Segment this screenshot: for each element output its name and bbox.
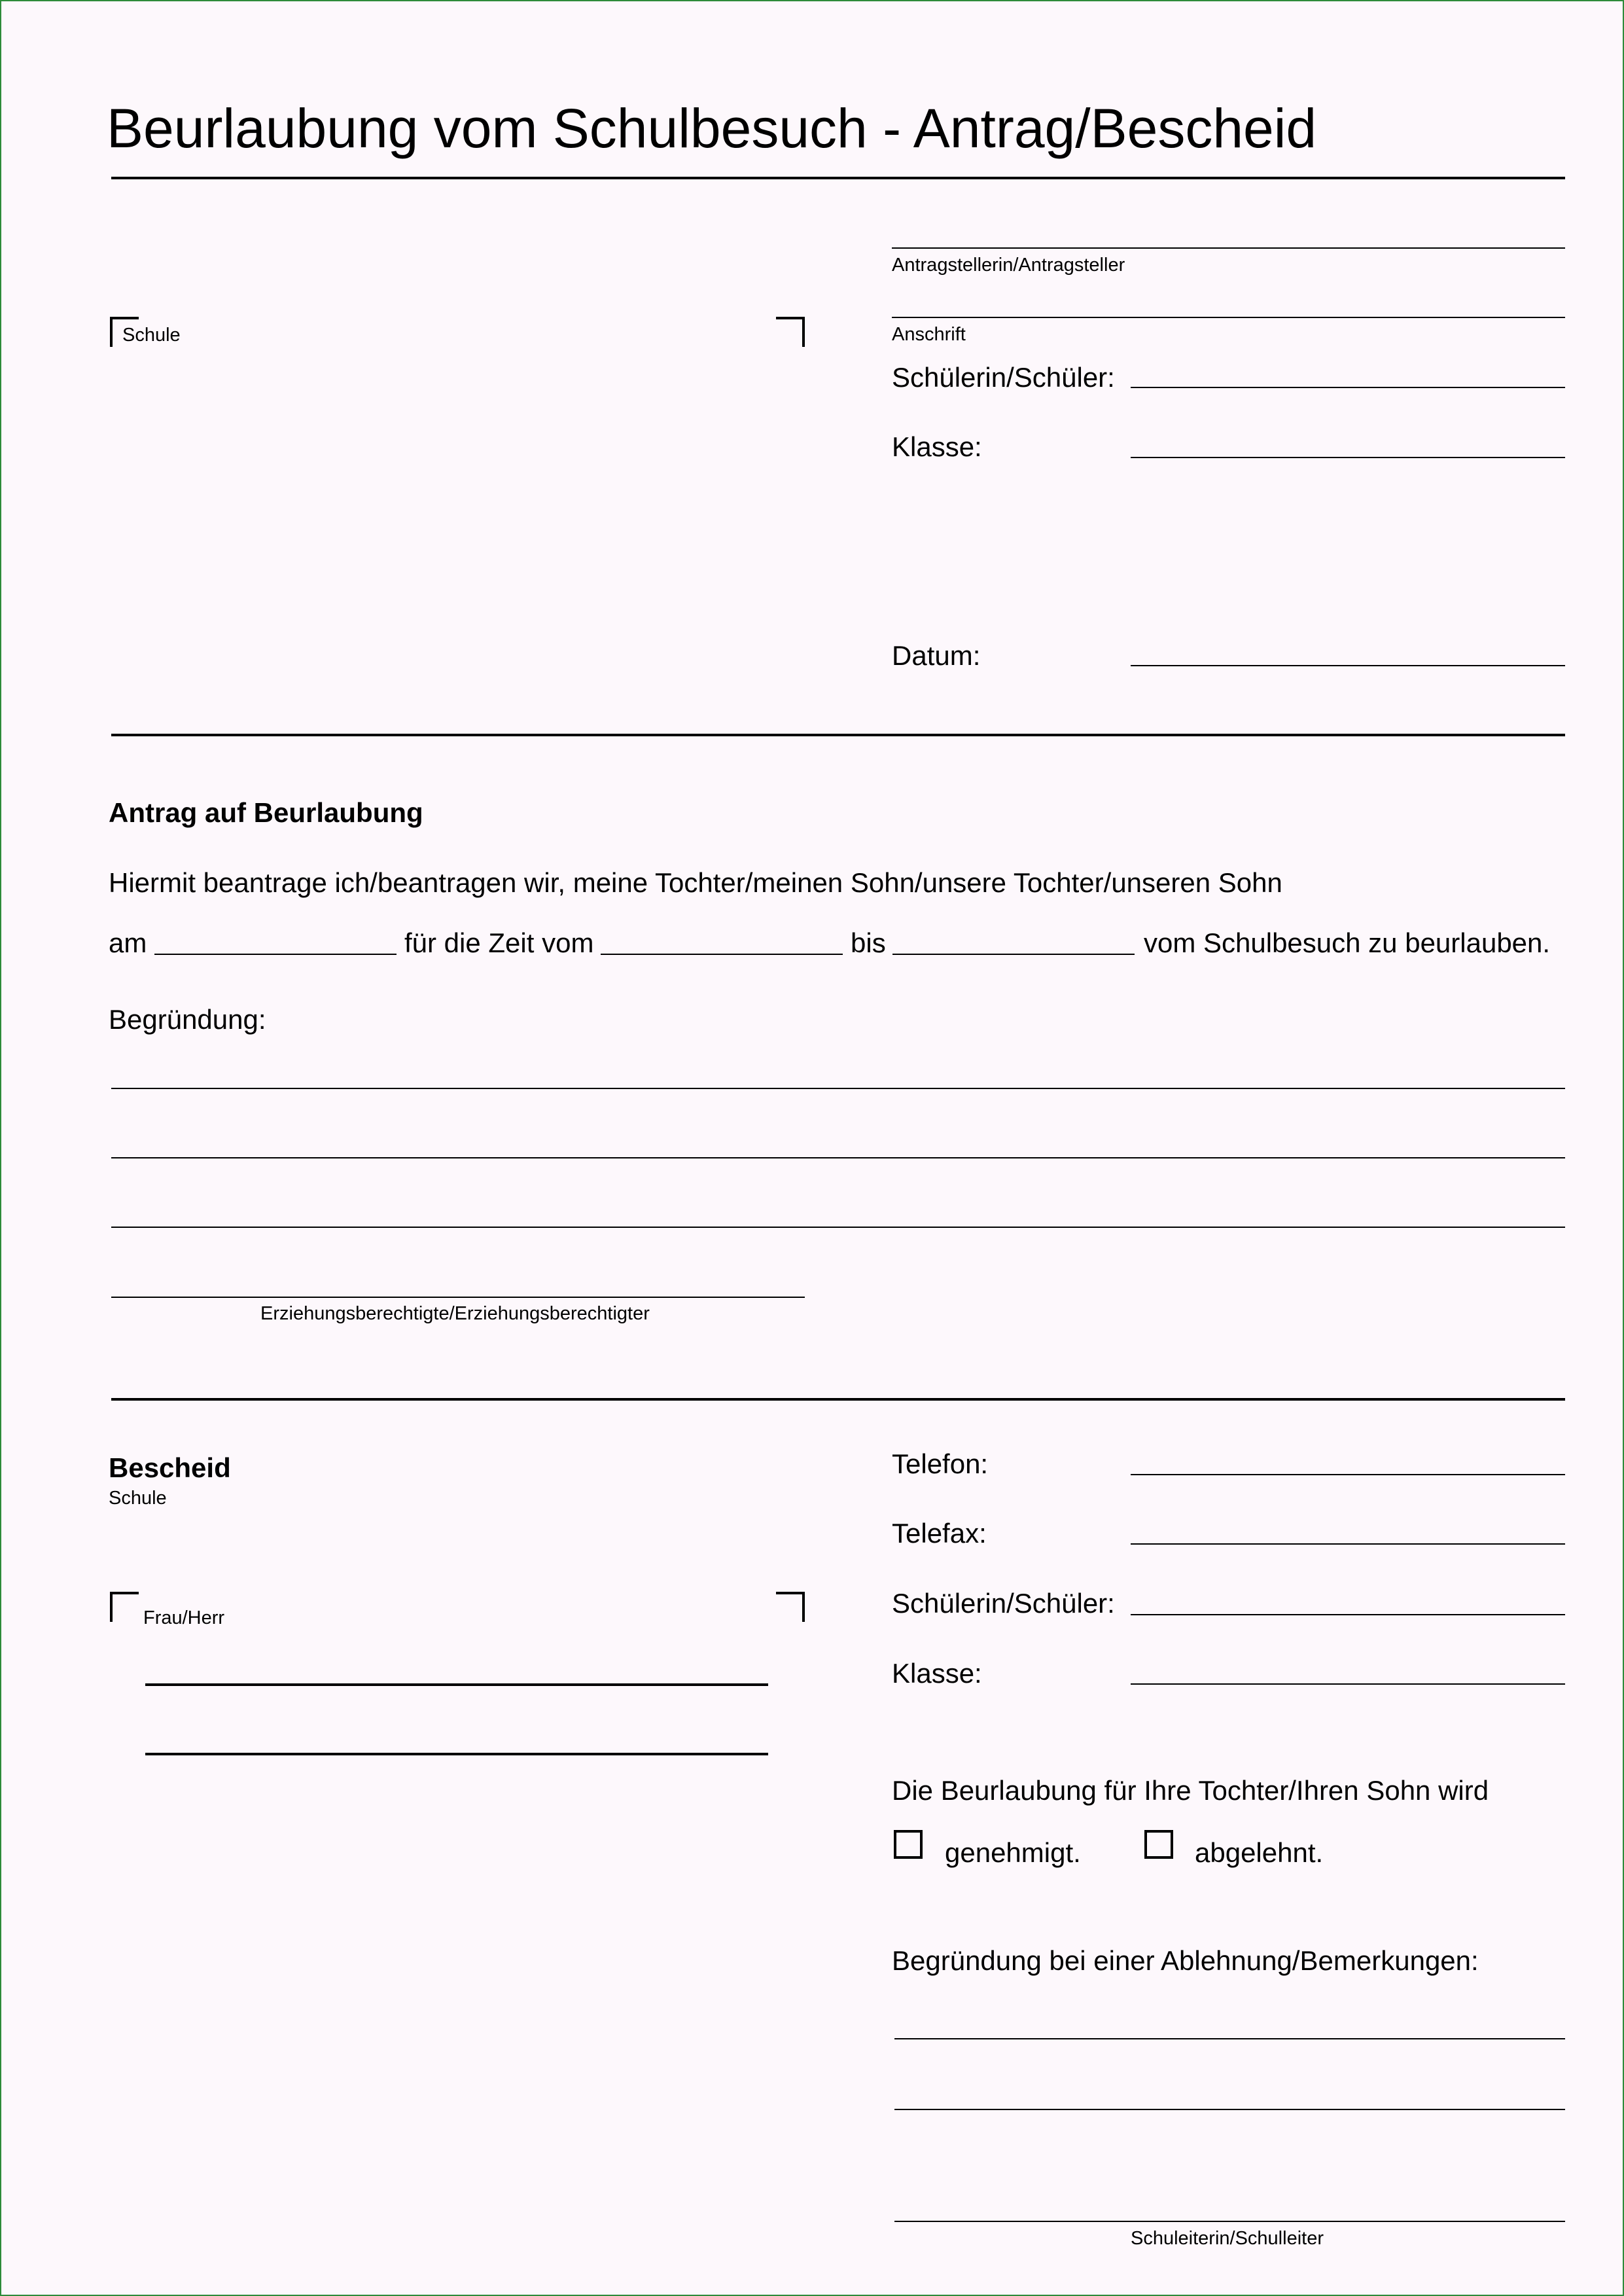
title-rule xyxy=(111,177,1565,179)
applicant-label: Antragstellerin/Antragsteller xyxy=(892,255,1125,276)
decision-class-field[interactable] xyxy=(1131,1683,1565,1685)
phone-label: Telefon: xyxy=(892,1448,989,1479)
address-window-corner-right xyxy=(776,317,805,347)
application-until: bis xyxy=(851,927,886,958)
class-label: Klasse: xyxy=(892,431,982,462)
application-sentence: Hiermit beantrage ich/beantragen wir, meine Tochter/meinen Sohn/unsere Tochter/unseren Sohn xyxy=(109,867,1282,898)
address-label: Anschrift xyxy=(892,324,966,345)
reason-line-1[interactable] xyxy=(111,1088,1565,1089)
period-from-field[interactable] xyxy=(601,954,843,955)
recipient-window-corner-right xyxy=(776,1592,805,1622)
approved-label: genehmigt. xyxy=(945,1837,1081,1868)
principal-label: Schuleiterin/Schulleiter xyxy=(1131,2228,1324,2249)
remarks-line-1[interactable] xyxy=(894,2038,1565,2039)
reason-line-2[interactable] xyxy=(111,1157,1565,1158)
guardian-signature-line[interactable] xyxy=(111,1297,805,1298)
school-label: Schule xyxy=(122,325,181,346)
remarks-line-2[interactable] xyxy=(894,2109,1565,2110)
date-label: Datum: xyxy=(892,640,981,671)
application-period-from: für die Zeit vom xyxy=(404,927,594,958)
applicant-line[interactable] xyxy=(892,247,1565,249)
section-divider-2 xyxy=(111,1398,1565,1401)
decision-class-label: Klasse: xyxy=(892,1658,982,1689)
fax-field[interactable] xyxy=(1131,1543,1565,1545)
date-field[interactable] xyxy=(1131,665,1565,666)
page-title: Beurlaubung vom Schulbesuch - Antrag/Bescheid xyxy=(107,98,1317,159)
student-label: Schülerin/Schüler: xyxy=(892,362,1115,393)
date-am-field[interactable] xyxy=(154,954,397,955)
recipient-line-1[interactable] xyxy=(145,1683,768,1686)
reason-label: Begründung: xyxy=(109,1004,266,1035)
decision-heading: Bescheid xyxy=(109,1452,231,1483)
recipient-line-2[interactable] xyxy=(145,1753,768,1755)
application-am: am xyxy=(109,927,147,958)
fax-label: Telefax: xyxy=(892,1518,987,1549)
application-heading: Antrag auf Beurlaubung xyxy=(109,797,423,828)
address-line[interactable] xyxy=(892,317,1565,318)
remarks-label: Begründung bei einer Ablehnung/Bemerkungen: xyxy=(892,1945,1479,1976)
approved-checkbox[interactable] xyxy=(894,1830,923,1859)
decision-statement: Die Beurlaubung für Ihre Tochter/Ihren Sohn wird xyxy=(892,1775,1489,1806)
rejected-label: abgelehnt. xyxy=(1195,1837,1324,1868)
recipient-label: Frau/Herr xyxy=(143,1607,225,1628)
decision-student-field[interactable] xyxy=(1131,1614,1565,1615)
student-field[interactable] xyxy=(1131,387,1565,388)
recipient-window-corner-left xyxy=(110,1592,139,1622)
reason-line-3[interactable] xyxy=(111,1227,1565,1228)
rejected-checkbox[interactable] xyxy=(1144,1830,1173,1859)
principal-signature-line[interactable] xyxy=(894,2221,1565,2222)
class-field[interactable] xyxy=(1131,457,1565,458)
decision-school-label: Schule xyxy=(109,1488,167,1509)
application-end-text: vom Schulbesuch zu beurlauben. xyxy=(1144,927,1551,958)
phone-field[interactable] xyxy=(1131,1474,1565,1475)
period-until-field[interactable] xyxy=(892,954,1135,955)
guardian-label: Erziehungsberechtigte/Erziehungsberechtigter xyxy=(260,1303,650,1324)
section-divider-1 xyxy=(111,734,1565,736)
decision-student-label: Schülerin/Schüler: xyxy=(892,1588,1115,1619)
